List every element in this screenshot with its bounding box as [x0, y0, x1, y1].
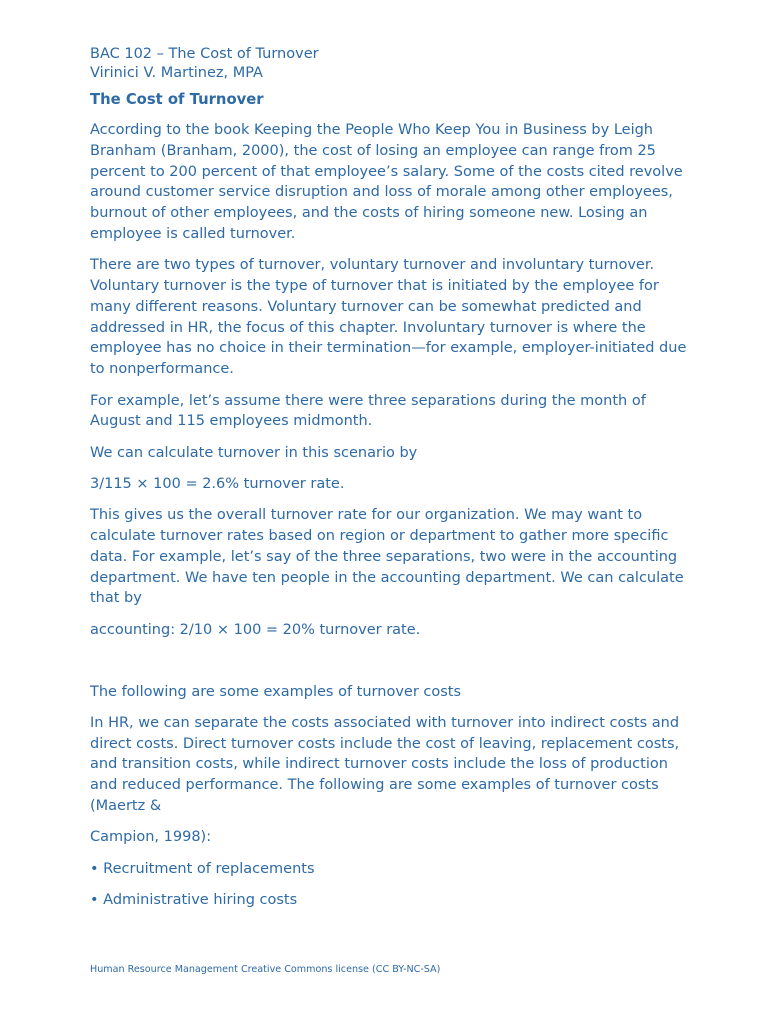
paragraph-citation: Campion, 1998): [90, 829, 212, 846]
paragraph-intro: According to the book Keeping the People Who Keep You in Business by Leigh Branham (Branham, 2000), the cost of losing an employee can range from 25 percent to 200 percent of that employee’s salary. Some of the costs cited revolve around customer service disruption and loss of morale among other employees, burnout of other employees, and the costs of hiring someone new. Losing an employee is called turnover. [90, 122, 683, 242]
page-footer: Human Resource Management Creative Commons license (CC BY-NC-SA) [90, 964, 441, 975]
formula-overall: 3/115 × 100 = 2.6% turnover rate. [90, 475, 345, 492]
document-page [90, 45, 690, 921]
paragraph-department-rates: This gives us the overall turnover rate for our organization. We may want to calculate turnover rates based on region or department to gather more specific data. For example, let’s say of the three separations, two were in the accounting department. We have ten people in the accounting department. We can calculate that by [90, 507, 684, 607]
formula-accounting: accounting: 2/10 × 100 = 20% turnover rate. [90, 621, 421, 638]
paragraph-direct-indirect: In HR, we can separate the costs associated with turnover into indirect costs and direct costs. Direct turnover costs include the cost of leaving, replacement costs, and transition costs, while indirect turnover costs include the loss of production and reduced performance. The following are some examples of turnover costs (Maertz & [90, 714, 680, 815]
paragraph-example: For example, let’s assume there were three separations during the month of August and 115 employees midmonth. [90, 392, 646, 430]
list-item: • Administrative hiring costs [90, 891, 298, 908]
author-header: Virinici V. Martinez, MPA [90, 64, 263, 81]
paragraph-examples-lead: The following are some examples of turnover costs [90, 683, 462, 700]
paragraph-turnover-types: There are two types of turnover, voluntary turnover and involuntary turnover. Voluntary turnover is the type of turnover that is initiated by the employee for many different reasons. Voluntary turnover can be somewhat predicted and addressed in HR, the focus of this chapter. Involuntary turnover is where the employee has no choice in their termination—for example, employer-initiated due to nonperformance. [90, 257, 687, 378]
list-item: • Recruitment of replacements [90, 860, 315, 877]
document-title: The Cost of Turnover [90, 91, 264, 108]
paragraph-calculate-lead: We can calculate turnover in this scenario by [90, 444, 418, 461]
course-header: BAC 102 – The Cost of Turnover [90, 46, 319, 62]
